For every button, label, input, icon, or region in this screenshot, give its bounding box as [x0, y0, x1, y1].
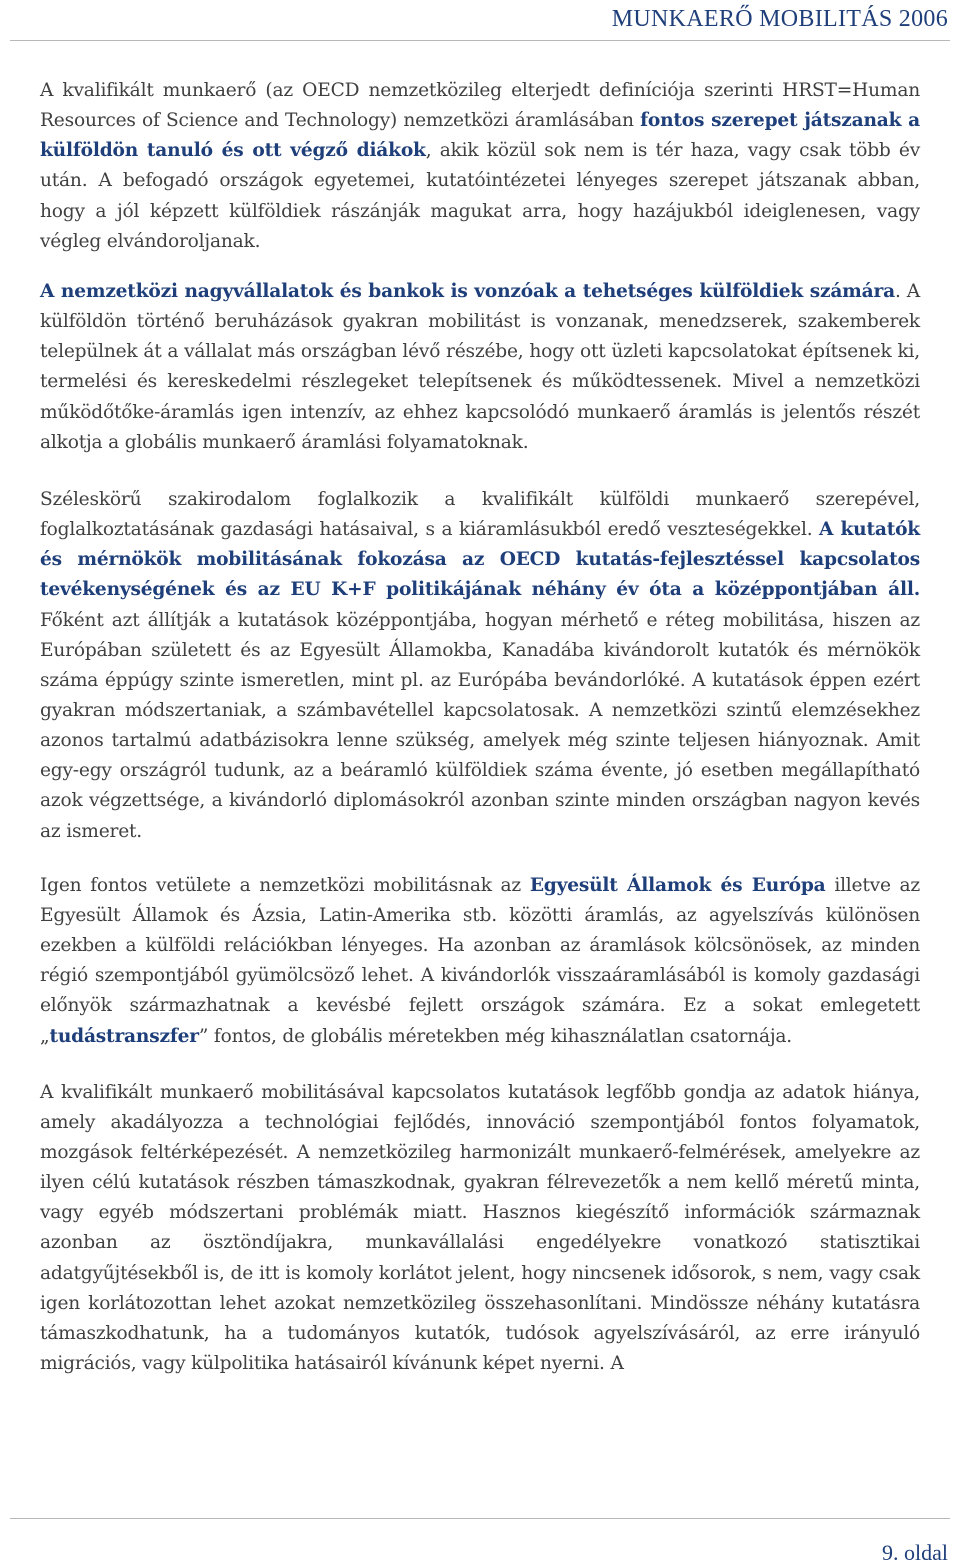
running-header: MUNKAERŐ MOBILITÁS 2006	[611, 6, 948, 32]
paragraph-3-emphasis: A kutatók és mérnökök mobilitásának fokozása az OECD kutatás-fejlesztéssel kapcsolatos tevékenységének és az EU K+F politikájának néhány év óta a középpontjában áll.	[40, 519, 920, 601]
paragraph-2-text: . A külföldön történő beruházások gyakran mobilitást is vonzanak, menedzserek, szakemberek települnek át a vállalat más országban lévő részébe, hogy ott üzleti kapcsolatokat építsenek ki, termelési és kereskedelmi részlegeket telepítsenek és működtessenek. Mivel a nemzetközi működőtőke-áramlás igen intenzív, az ehhez kapcsolódó munkaerő áramlás is jelentős részét alkotja a globális munkaerő áramlási folyamatoknak.	[40, 280, 920, 453]
paragraph-1	[40, 76, 920, 257]
document-body	[40, 76, 920, 1379]
paragraph-3	[40, 485, 920, 847]
paragraph-4	[40, 871, 920, 1052]
paragraph-5-text: A kvalifikált munkaerő mobilitásával kapcsolatos kutatások legfőbb gondja az adatok hiánya, amely akadályozza a technológiai fejlődés, innováció szempontjából fontos folyamatok, mozgások feltérképezését. A nemzetközileg harmonizált munkaerő-felmérések, amelyekre az ilyen célú kutatások részben támaszkodnak, gyakran félrevezetők a nem kellő méretű minta, vagy egyéb módszertani problémák miatt. Hasznos kiegészítő információk származnak azonban az ösztöndíjakra, munkavállalási engedélyekre vonatkozó statisztikai adatgyűjtésekből is, de itt is komoly korlátot jelent, hogy nincsenek idősorok, s nem, vagy csak igen korlátozottan lehet azokat nemzetközileg összehasonlítani. Mindössze néhány kutatásra támaszkodhatunk, ha a tudományos kutatók, tudósok agyelszívásáról, az erre irányuló migrációs, vagy külpolitika hatásairól kívánunk képet nyerni. A	[40, 1081, 920, 1375]
paragraph-2-emphasis: A nemzetközi nagyvállalatok és bankok is vonzóak a tehetséges külföldiek számára	[40, 280, 895, 302]
paragraph-5	[40, 1078, 920, 1380]
paragraph-2	[40, 277, 920, 458]
paragraph-1-emphasis: fontos szerepet játszanak a külföldön tanuló és ott végző diákok	[40, 110, 920, 162]
paragraph-4-emphasis-b: tudástranszfer	[49, 1025, 199, 1047]
paragraph-4-text-b: illetve az Egyesült Államok és Ázsia, Latin-Amerika stb. közötti áramlás, az agyelszívás különösen ezekben a külföldi relációkban lényeges. Ha azonban az áramlások kölcsönösek, az minden régió szempontjából gyümölcsöző lehet. A kivándorlók visszaáramlásából is komoly gazdasági előnyök származhatnak a kevésbé fejlett országok számára. Ez a sokat emlegetett „	[40, 874, 921, 1047]
page-number: 9. oldal	[882, 1540, 948, 1565]
paragraph-3-text-a: Széleskörű szakirodalom foglalkozik a kvalifikált külföldi munkaerő szerepével, foglalkoztatásának gazdasági hatásaival, s a kiáramlásukból eredő veszteségekkel.	[40, 488, 920, 541]
paragraph-4-text-a: Igen fontos vetülete a nemzetközi mobilitásnak az	[40, 874, 530, 896]
header-divider	[10, 40, 950, 41]
paragraph-1-text-a: A kvalifikált munkaerő (az OECD nemzetközileg elterjedt definíciója szerinti HRST=Human Resources of Science and Technology) nemzetközi áramlásában	[40, 80, 920, 132]
paragraph-4-emphasis-a: Egyesült Államok és Európa	[529, 874, 826, 896]
footer-divider	[10, 1518, 950, 1519]
paragraph-1-text-b: , akik közül sok nem is tér haza, vagy csak több év után. A befogadó országok egyetemei, kutatóintézetei lényeges szerepet játszanak abban, hogy a jól képzett külföldiek rászánják magukat arra, hogy hazájukból ideiglenesen, vagy végleg elvándoroljanak.	[40, 140, 920, 252]
paragraph-3-text-b: Főként azt állítják a kutatások középpontjába, hogyan mérhető e réteg mobilitása, hiszen az Európában született és az Egyesült Államokba, Kanadába kivándorolt kutatók és mérnökök száma éppúgy szinte ismeretlen, mint pl. az Európába bevándorlóké. A kutatások éppen ezért gyakran módszertaniak, a számbavétellel kapcsolatosak. A nemzetközi szintű elemzésekhez azonos tartalmú adatbázisokra lenne szükség, amelyek még szinte teljesen hiányoznak. Amit egy-egy országról tudunk, az a beáramló külföldiek száma évente, jó esetben megállapítható azok végzettsége, a kivándorló diplomásokról azonban szinte minden országban nagyon kevés az ismeret.	[40, 609, 920, 842]
paragraph-4-text-c: ” fontos, de globális méretekben még kihasználatlan csatornája.	[198, 1025, 792, 1047]
